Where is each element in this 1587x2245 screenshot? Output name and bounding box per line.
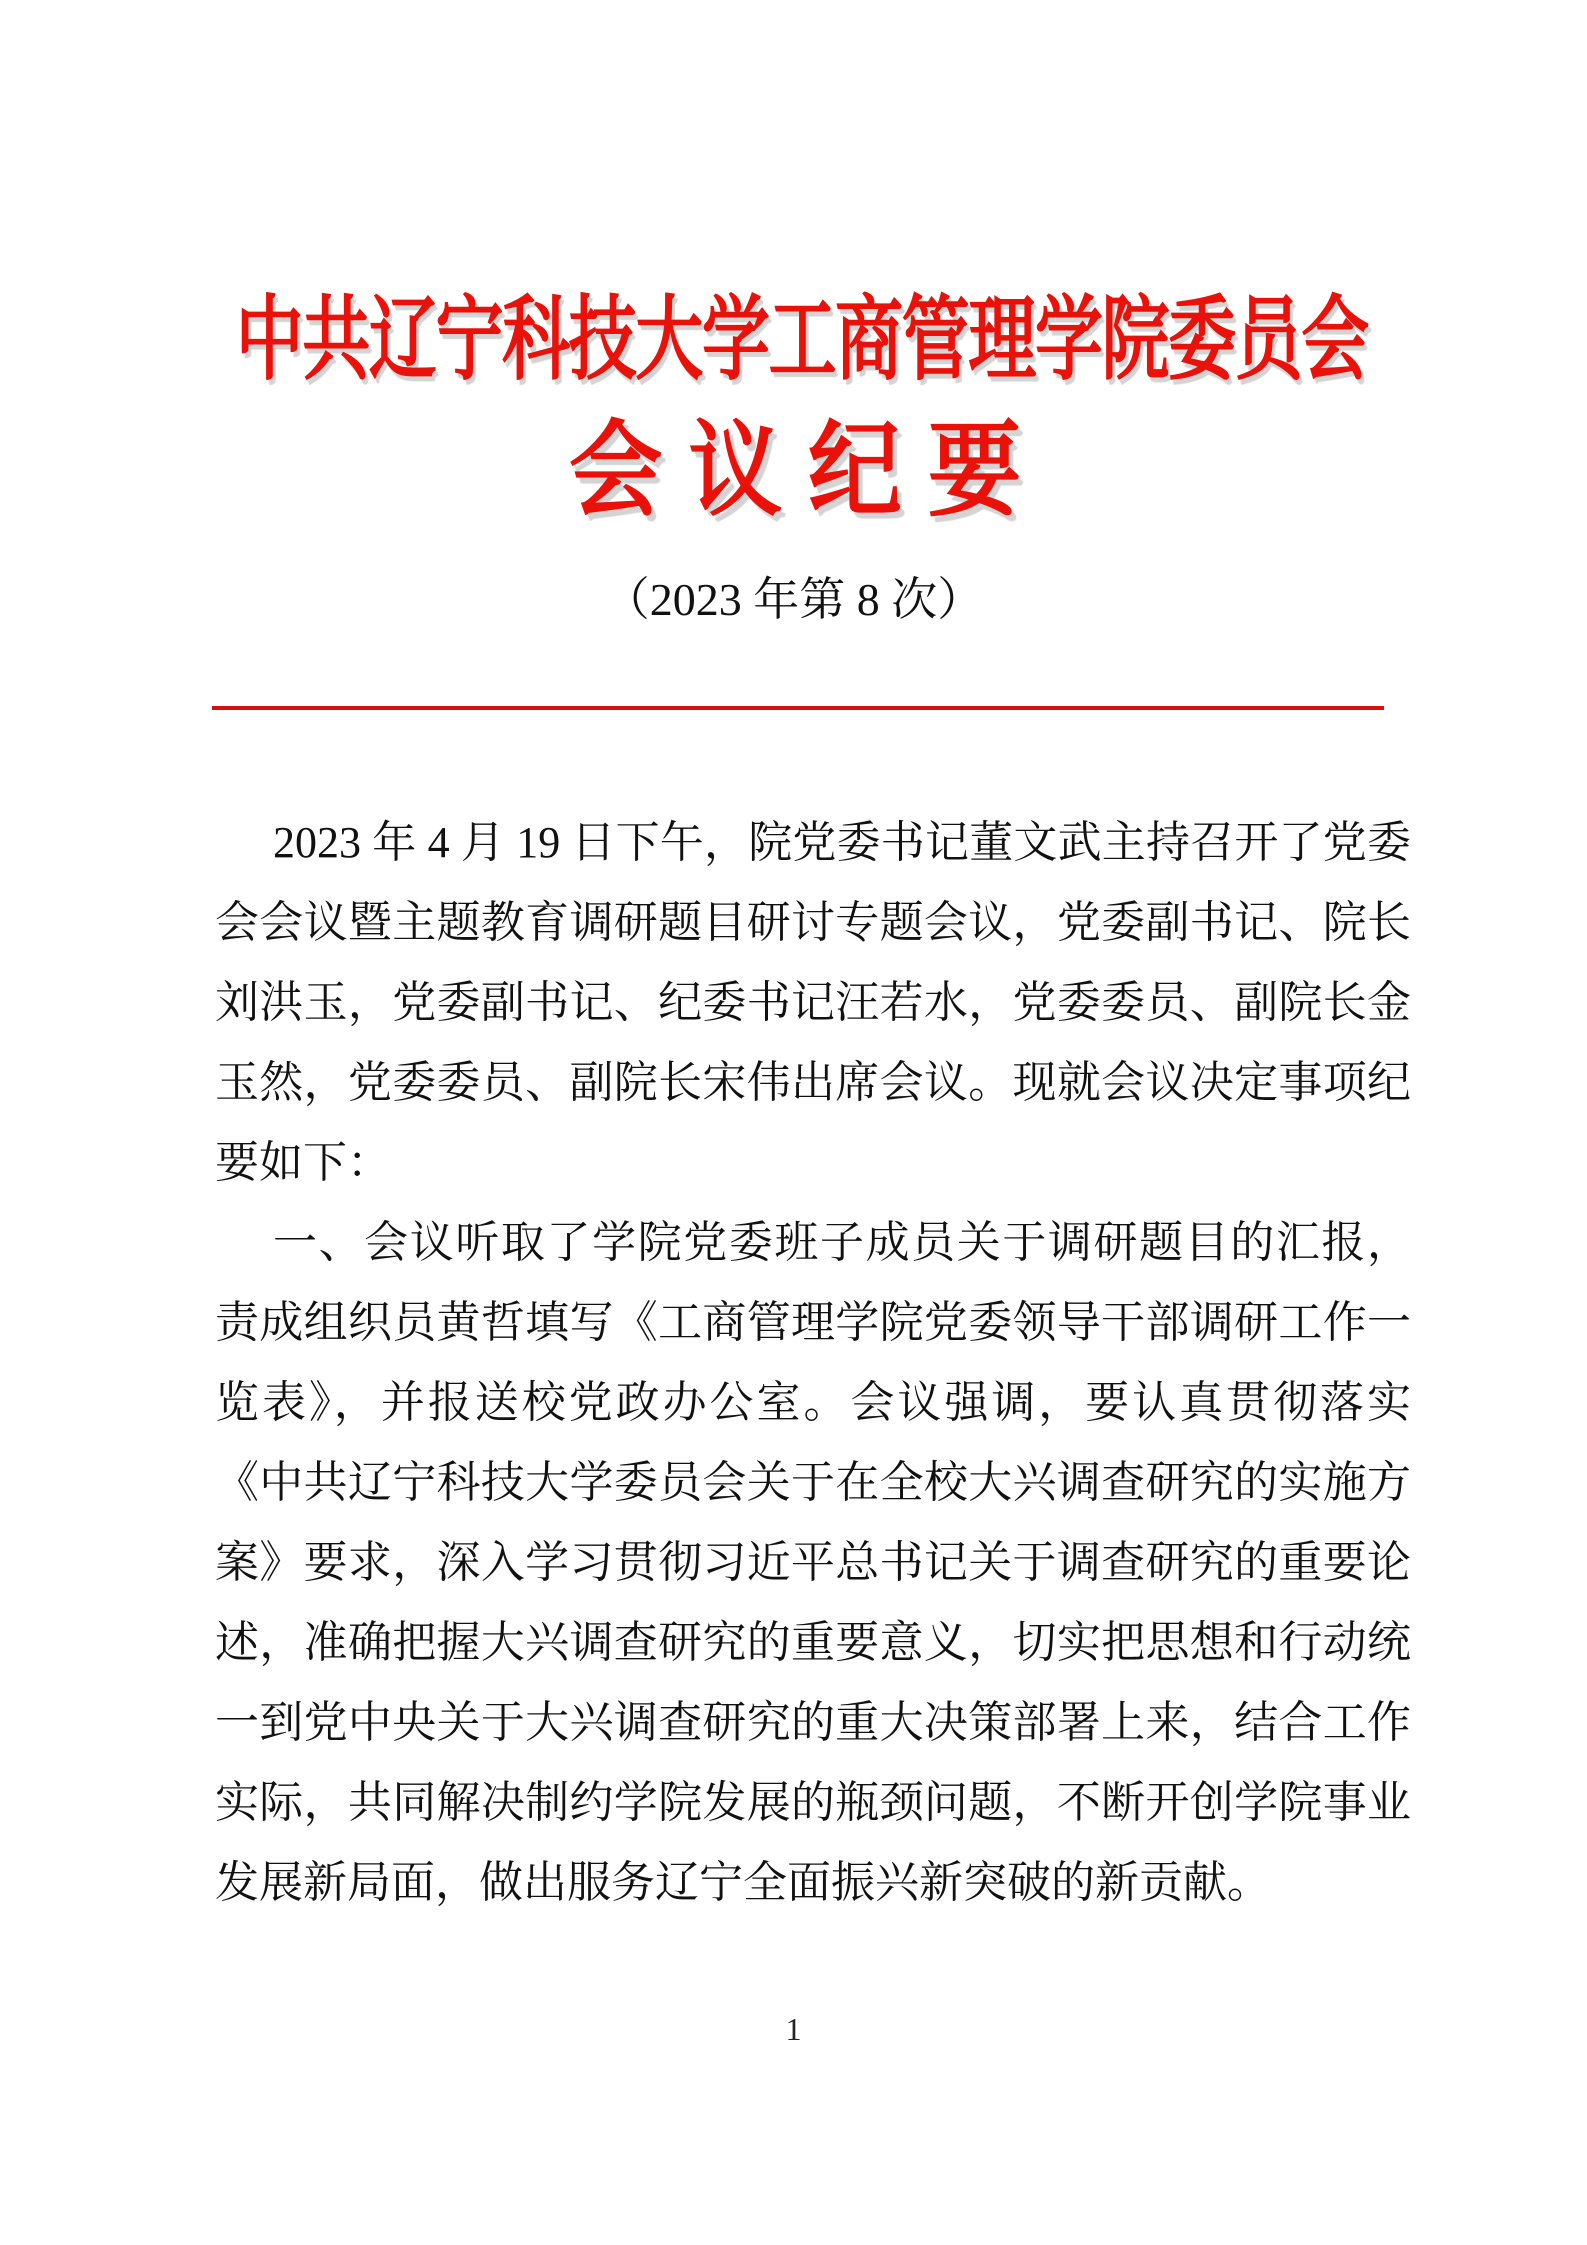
document-body xyxy=(215,803,1411,1923)
session-number: （2023 年第 8 次） xyxy=(603,574,984,625)
org-title: 中共辽宁科技大学工商管理学院委员会 xyxy=(235,289,1368,391)
body-paragraph: 一、会议听取了学院党委班子成员关于调研题目的汇报，责成组织员黄哲填写《工商管理学院党委领导干部调研工作一览表》，并报送校党政办公室。会议强调，要认真贯彻落实《中共辽宁科技大学委员会关于在全校大兴调查研究的实施方案》要求，深入学习贯彻习近平总书记关于调查研究的重要论述，准确把握大兴调查研究的重要意义，切实把思想和行动统一到党中央关于大兴调查研究的重大决策部署上来，结合工作实际，共同解决制约学院发展的瓶颈问题，不断开创学院事业发展新局面，做出服务辽宁全面振兴新突破的新贡献。 xyxy=(215,1218,1411,1907)
divider-rule xyxy=(212,706,1384,710)
doc-title: 会 议 纪 要 xyxy=(568,413,1022,529)
page-number: 1 xyxy=(785,2011,802,2047)
body-paragraph: 2023 年 4 月 19 日下午，院党委书记董文武主持召开了党委会会议暨主题教育调研题目研讨专题会议，党委副书记、院长刘洪玉，党委副书记、纪委书记汪若水，党委委员、副院长金玉然，党委委员、副院长宋伟出席会议。现就会议决定事项纪要如下： xyxy=(215,818,1411,1187)
